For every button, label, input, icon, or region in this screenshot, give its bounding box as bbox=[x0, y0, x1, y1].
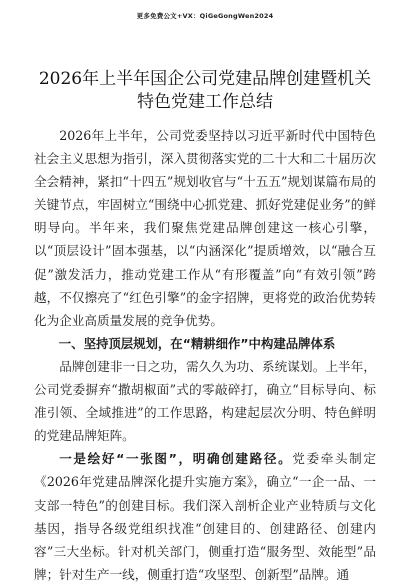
document-body bbox=[34, 124, 376, 586]
paragraph-point-1 bbox=[34, 447, 376, 586]
paragraph-section1-intro: 品牌创建非一日之功，需久久为功、系统谋划。上半年，公司党委摒弃“撒胡椒面”式的零敲碎打，确立“目标导向、标准引领、全域推进”的工作思路，构建起层次分明、特色鲜明的党建品牌矩阵。 bbox=[34, 358, 376, 444]
document-title: 2026年上半年国企公司党建品牌创建暨机关特色党建工作总结 bbox=[38, 69, 372, 112]
section-heading-1: 一、坚持顶层规划，在“精耕细作”中构建品牌体系 bbox=[58, 335, 336, 351]
paragraph-intro: 2026年上半年，公司党委坚持以习近平新时代中国特色社会主义思想为指引，深入贯彻落实党的二十大和二十届历次全会精神，紧扣“十四五”规划收官与“十五五”规划谋篇布局的关键节点，牢固树立“围绕中心抓党建、抓好党建促业务”的鲜明导向。半年来，我们聚焦党建品牌创建这一核心引擎，以“顶层设计”固本强基，以“内涵深化”提质增效，以“融合互促”激发活力，推动党建工作从“有形覆盖”向“有效引领”跨越，不仅擦亮了“红色引擎”的金字招牌，更将党的政治优势转化为企业高质量发展的竞争优势。 bbox=[34, 128, 376, 328]
header-note: 更多免费公文+VX：QiGeGongWen2024 bbox=[136, 12, 274, 20]
point-1-lead: 一是绘好“一张图”，明确创建路径。 bbox=[59, 451, 293, 467]
point-1-text: 党委牵头制定《2026年党建品牌深化提升实施方案》，确立“一企一品、一支部一特色”的创建目标。我们深入剖析企业产业特质与文化基因，指导各级党组织找准“创建目的、创建路径、创建内容”三大坐标。针对机关部门，侧重打造“服务型、效能型”品牌；针对生产一线，侧重打造“攻坚型、创新型”品牌。通 bbox=[34, 451, 376, 582]
